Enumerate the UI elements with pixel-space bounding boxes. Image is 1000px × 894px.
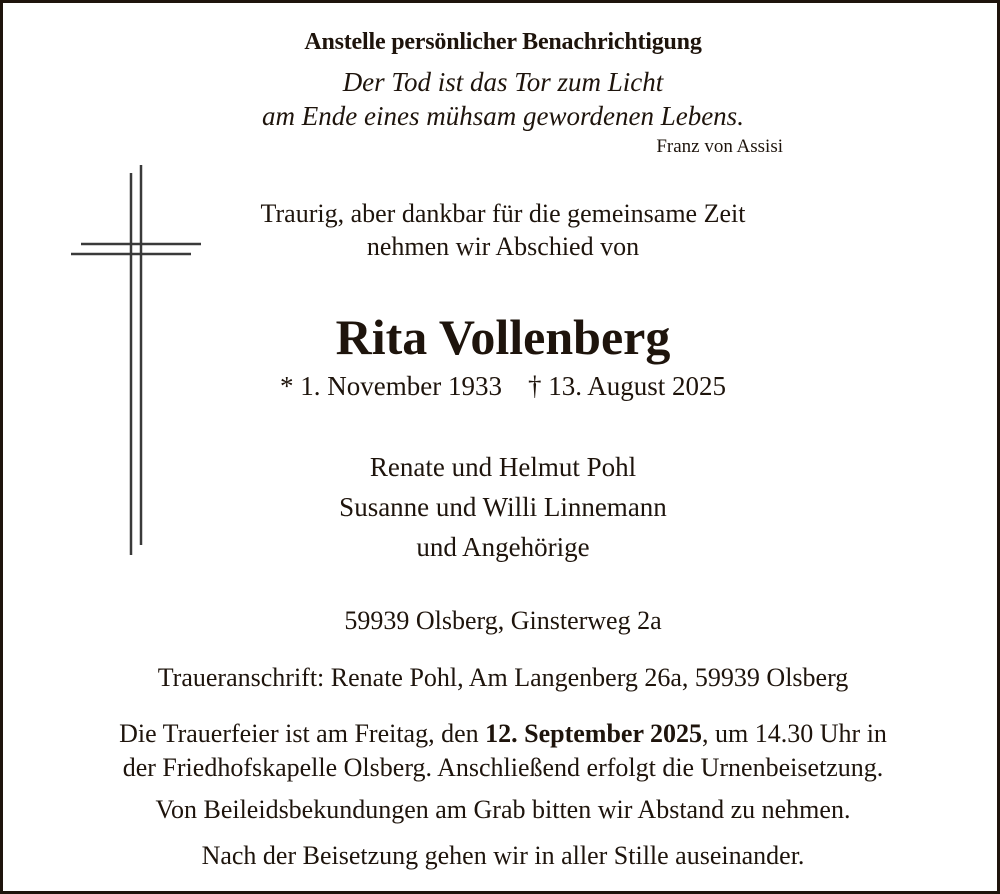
life-dates — [3, 371, 1000, 402]
quote-author: Franz von Assisi — [656, 136, 783, 157]
mourner-line: Susanne und Willi Linnemann — [339, 492, 667, 522]
deceased-name: Rita Vollenberg — [335, 309, 671, 365]
birth-date: 1. November 1933 — [300, 371, 502, 401]
note-silence: Nach der Beisetzung gehen wir in aller Stille auseinander. — [201, 841, 805, 870]
note-condolences: Von Beileidsbekundungen am Grab bitten wir Abstand zu nehmen. — [155, 795, 851, 824]
funeral-info-line-2: der Friedhofskapelle Olsberg. Anschließend erfolgt die Urnenbeisetzung. — [122, 753, 884, 782]
death-symbol-icon: † — [527, 371, 542, 401]
intro-line-1: Traurig, aber dankbar für die gemeinsame Zeit — [260, 199, 746, 228]
funeral-text-before: Die Trauerfeier ist am Freitag, den — [119, 719, 486, 748]
quote-line-2: am Ende eines mühsam gewordenen Lebens. — [262, 101, 744, 131]
header-title: Anstelle persönlicher Benachrichtigung — [304, 29, 702, 55]
funeral-text-after: , um 14.30 Uhr in — [702, 719, 887, 748]
residence-address: 59939 Olsberg, Ginsterweg 2a — [344, 606, 662, 635]
death-date: 13. August 2025 — [548, 371, 726, 401]
quote-line-1: Der Tod ist das Tor zum Licht — [342, 67, 664, 97]
birth-symbol: * — [280, 371, 294, 401]
mourner-line: und Angehörige — [416, 532, 590, 562]
funeral-date: 12. September 2025 — [485, 719, 703, 748]
funeral-info-line-1 — [3, 719, 1000, 749]
mourner-line: Renate und Helmut Pohl — [369, 452, 637, 482]
intro-line-2: nehmen wir Abschied von — [366, 232, 640, 261]
mourning-address: Traueranschrift: Renate Pohl, Am Langenberg 26a, 59939 Olsberg — [157, 663, 849, 692]
